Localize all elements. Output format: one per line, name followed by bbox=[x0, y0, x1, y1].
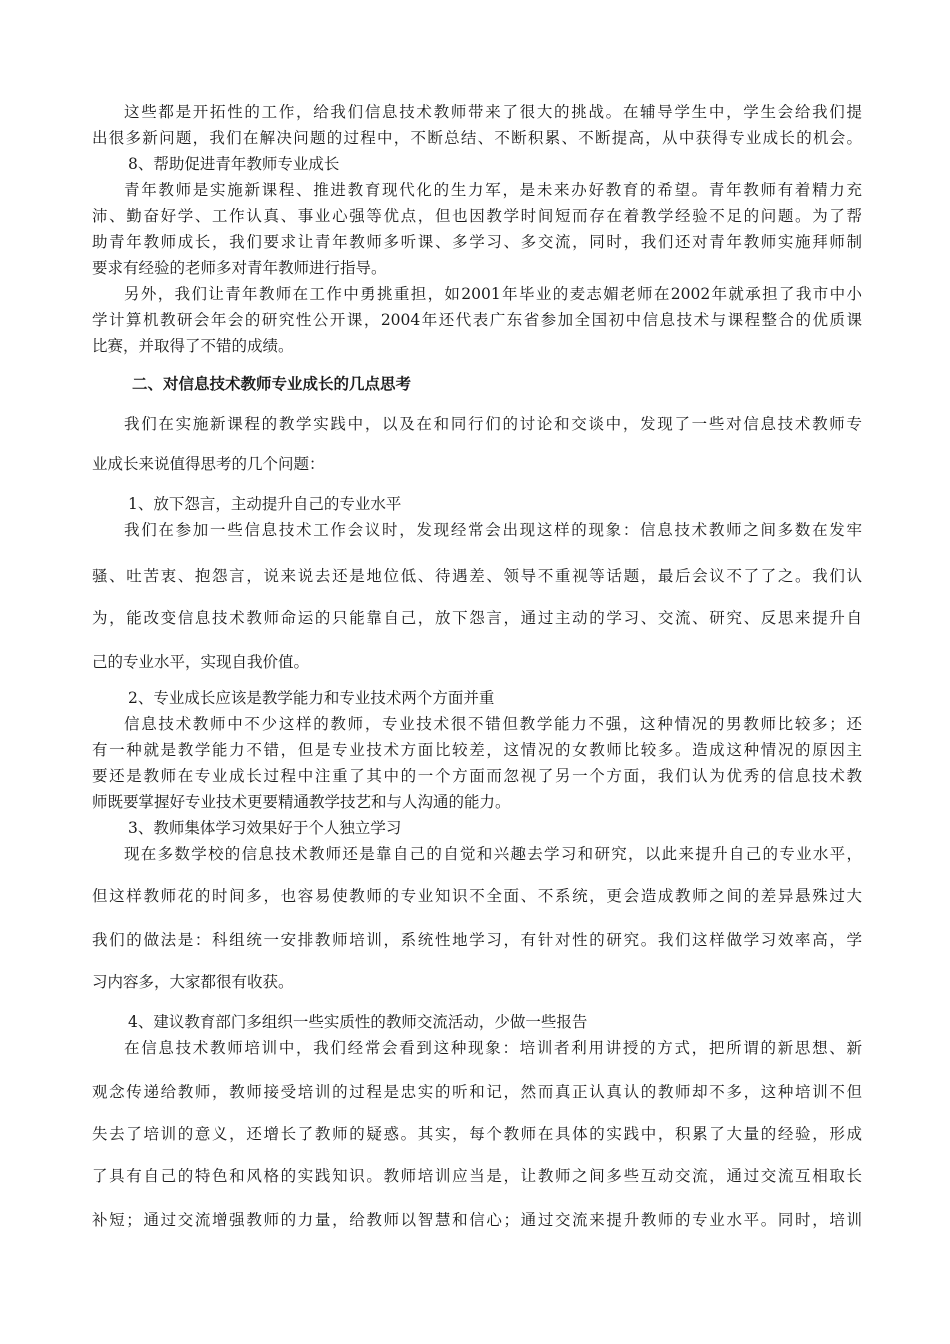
text-line: 另外，我们让青年教师在工作中勇挑重担，如2001年毕业的麦志媚老师在2002年就承担了我市中小 bbox=[124, 285, 862, 303]
text-line: 比赛，并取得了不错的成绩。 bbox=[92, 337, 294, 355]
text-line: 己的专业水平，实现自我价值。 bbox=[92, 653, 310, 671]
text-line: 信息技术教师中不少这样的教师，专业技术很不错但教学能力不强，这种情况的男教师比较多；还 bbox=[124, 715, 862, 733]
text-line: 补短；通过交流增强教师的力量，给教师以智慧和信心；通过交流来提升教师的专业水平。同时，培训 bbox=[92, 1211, 862, 1229]
text-line: 我们在参加一些信息技术工作会议时，发现经常会出现这样的现象：信息技术教师之间多数在发牢 bbox=[124, 521, 862, 539]
text-line: 骚、吐苦衷、抱怨言，说来说去还是地位低、待遇差、领导不重视等话题，最后会议不了了之。我们认 bbox=[92, 567, 862, 585]
text-line: 要还是教师在专业成长过程中注重了其中的一个方面而忽视了另一个方面，我们认为优秀的信息技术教 bbox=[92, 767, 862, 785]
text-line: 为，能改变信息技术教师命运的只能靠自己，放下怨言，通过主动的学习、交流、研究、反思来提升自 bbox=[92, 609, 862, 627]
text-line: 助青年教师成长，我们要求让青年教师多听课、多学习、多交流，同时，我们还对青年教师实施拜师制 bbox=[92, 233, 862, 251]
text-line: 有一种就是教学能力不错，但是专业技术方面比较差，这情况的女教师比较多。造成这种情况的原因主 bbox=[92, 741, 862, 759]
text-line: 我们在实施新课程的教学实践中，以及在和同行们的讨论和交谈中，发现了一些对信息技术教师专 bbox=[124, 415, 862, 433]
text-line: 习内容多，大家都很有收获。 bbox=[92, 973, 294, 991]
text-line: 了具有自己的特色和风格的实践知识。教师培训应当是，让教师之间多些互动交流，通过交流互相取长 bbox=[92, 1167, 862, 1185]
section-item-heading: 4、建议教育部门多组织一些实质性的教师交流活动，少做一些报告 bbox=[128, 1013, 588, 1031]
text-line: 师既要掌握好专业技术更要精通教学技艺和与人沟通的能力。 bbox=[92, 793, 511, 811]
text-line: 业成长来说值得思考的几个问题： bbox=[92, 455, 325, 473]
text-line: 沛、勤奋好学、工作认真、事业心强等优点，但也因教学时间短而存在着教学经验不足的问题。为了帮 bbox=[92, 207, 862, 225]
text-line: 观念传递给教师，教师接受培训的过程是忠实的听和记，然而真正认真认的教师却不多，这种培训不但 bbox=[92, 1083, 862, 1101]
text-line: 在信息技术教师培训中，我们经常会看到这种现象：培训者利用讲授的方式，把所谓的新思想、新 bbox=[124, 1039, 862, 1057]
section-item-heading: 1、放下怨言，主动提升自己的专业水平 bbox=[128, 495, 402, 513]
section-item-heading: 3、教师集体学习效果好于个人独立学习 bbox=[128, 819, 402, 837]
text-line: 我们的做法是：科组统一安排教师培训，系统性地学习，有针对性的研究。我们这样做学习效率高，学 bbox=[92, 931, 862, 949]
text-line: 失去了培训的意义，还增长了教师的疑惑。其实，每个教师在具体的实践中，积累了大量的经验，形成 bbox=[92, 1125, 862, 1143]
text-line: 现在多数学校的信息技术教师还是靠自己的自觉和兴趣去学习和研究，以此来提升自己的专业水平， bbox=[124, 845, 862, 863]
text-line: 青年教师是实施新课程、推进教育现代化的生力军，是未来办好教育的希望。青年教师有着精力充 bbox=[124, 181, 862, 199]
text-line: 要求有经验的老师多对青年教师进行指导。 bbox=[92, 259, 387, 277]
text-line: 但这样教师花的时间多，也容易使教师的专业知识不全面、不系统，更会造成教师之间的差异悬殊过大 bbox=[92, 887, 862, 905]
section-item-heading: 8、帮助促进青年教师专业成长 bbox=[128, 155, 340, 173]
text-line: 这些都是开拓性的工作，给我们信息技术教师带来了很大的挑战。在辅导学生中，学生会给我们提 bbox=[124, 103, 862, 121]
text-line: 学计算机教研会年会的研究性公开课，2004年还代表广东省参加全国初中信息技术与课程整合的优质课 bbox=[92, 311, 862, 329]
section-heading: 二、对信息技术教师专业成长的几点思考 bbox=[132, 374, 412, 393]
section-item-heading: 2、专业成长应该是教学能力和专业技术两个方面并重 bbox=[128, 689, 495, 707]
text-line: 出很多新问题，我们在解决问题的过程中，不断总结、不断积累、不断提高，从中获得专业成长的机会。 bbox=[92, 129, 862, 147]
